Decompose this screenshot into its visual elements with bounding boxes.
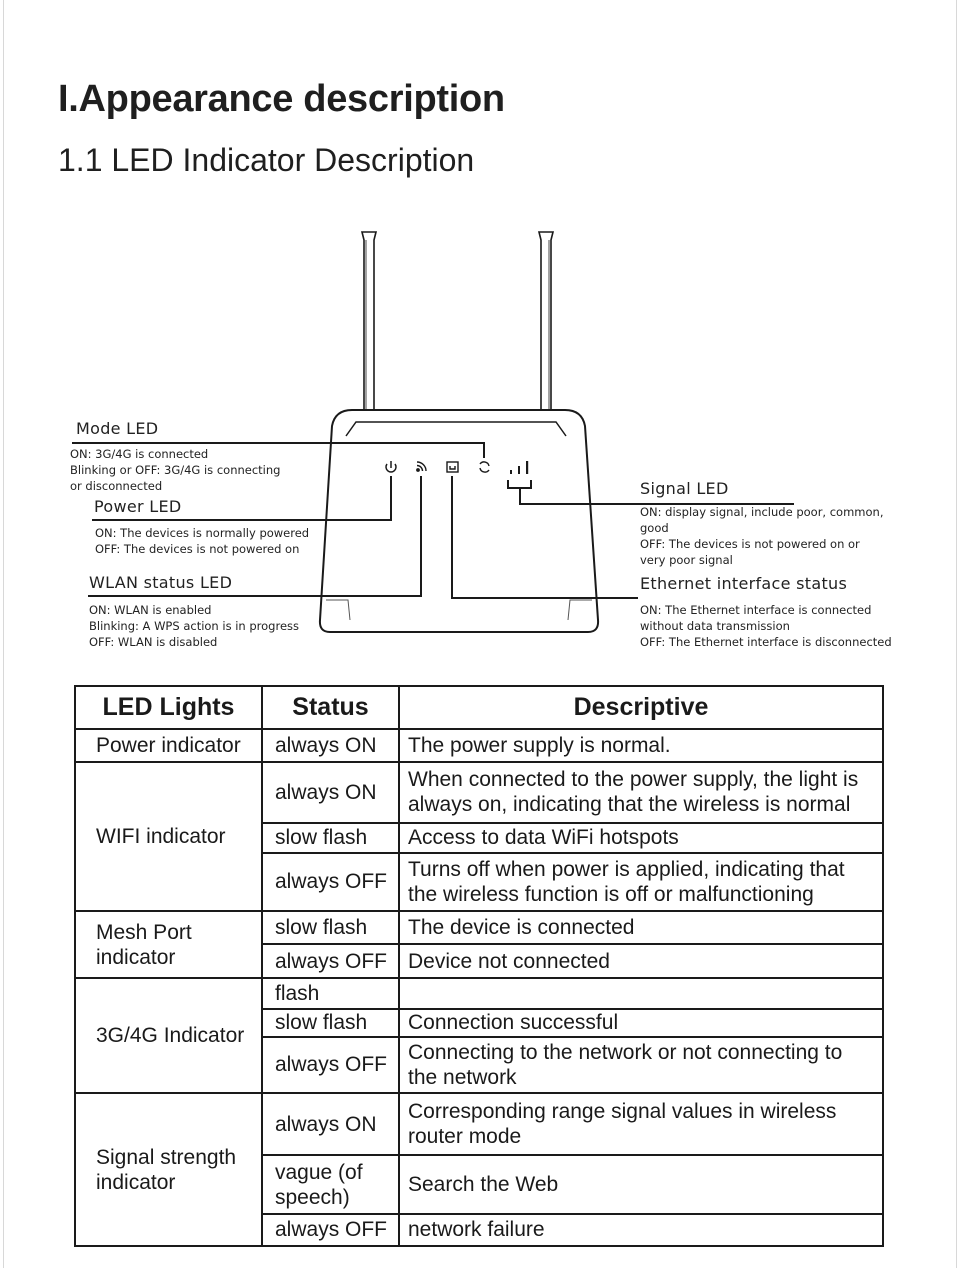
led-name-3g4g: 3G/4G Indicator [75,978,262,1093]
status-cell: slow flash [262,823,399,853]
page-title: I.Appearance description [58,78,505,120]
power-led-label: Power LED [94,497,182,516]
table-header-row [75,686,883,729]
table-row [75,762,883,822]
description-cell: The device is connected [399,911,883,944]
mode-led-notes: ON: 3G/4G is connected Blinking or OFF: 3G/4G is connecting or disconnected [70,447,281,493]
mode-led-label: Mode LED [76,419,159,438]
status-cell: always ON [262,729,399,762]
status-cell: always OFF [262,853,399,911]
description-cell: network failure [399,1214,883,1246]
description-cell: Device not connected [399,944,883,978]
led-name-signal: Signal strength indicator [75,1093,262,1246]
description-cell: Turns off when power is applied, indicating that the wireless function is off or malfunctioning [399,853,883,911]
status-cell: always OFF [262,1037,399,1093]
signal-led-label: Signal LED [640,479,729,498]
router-led-diagram [0,200,960,670]
description-cell: Search the Web [399,1155,883,1213]
description-cell: When connected to the power supply, the light is always on, indicating that the wireless is normal [399,762,883,822]
table-row [75,911,883,944]
description-cell: Access to data WiFi hotspots [399,823,883,853]
power-led-notes: ON: The devices is normally powered OFF: The devices is not powered on [95,526,310,556]
status-cell: flash [262,978,399,1008]
table-row [75,729,883,762]
description-cell: Corresponding range signal values in wireless router mode [399,1093,883,1155]
ethernet-led-notes: ON: The Ethernet interface is connected without data transmission OFF: The Ethernet interface is disconnected [640,603,892,649]
description-cell: Connection successful [399,1009,883,1037]
wlan-led-label: WLAN status LED [89,573,233,592]
status-cell: slow flash [262,911,399,944]
led-name-wifi: WIFI indicator [75,762,262,911]
status-cell: always ON [262,1093,399,1155]
section-subtitle: 1.1 LED Indicator Description [58,142,475,178]
status-cell: vague (of speech) [262,1155,399,1213]
table-row [75,978,883,1008]
description-cell: Connecting to the network or not connecting to the network [399,1037,883,1093]
description-cell: The power supply is normal. [399,729,883,762]
wlan-led-notes: ON: WLAN is enabled Blinking: A WPS action is in progress OFF: WLAN is disabled [89,603,300,649]
status-cell: slow flash [262,1009,399,1037]
led-name-power: Power indicator [75,729,262,762]
header-led-lights: LED Lights [75,686,262,729]
ethernet-led-label: Ethernet interface status [640,574,848,593]
signal-led-notes: ON: display signal, include poor, common, good OFF: The devices is not powered on or very poor signal [640,505,884,567]
header-descriptive: Descriptive [399,686,883,729]
description-cell [399,978,883,1008]
right-antenna [539,232,553,412]
header-status: Status [262,686,399,729]
status-cell: always OFF [262,944,399,978]
table-row [75,1093,883,1155]
left-antenna [362,232,376,412]
led-indicator-table [74,685,884,1247]
led-name-mesh: Mesh Port indicator [75,911,262,978]
status-cell: always OFF [262,1214,399,1246]
status-cell: always ON [262,762,399,822]
